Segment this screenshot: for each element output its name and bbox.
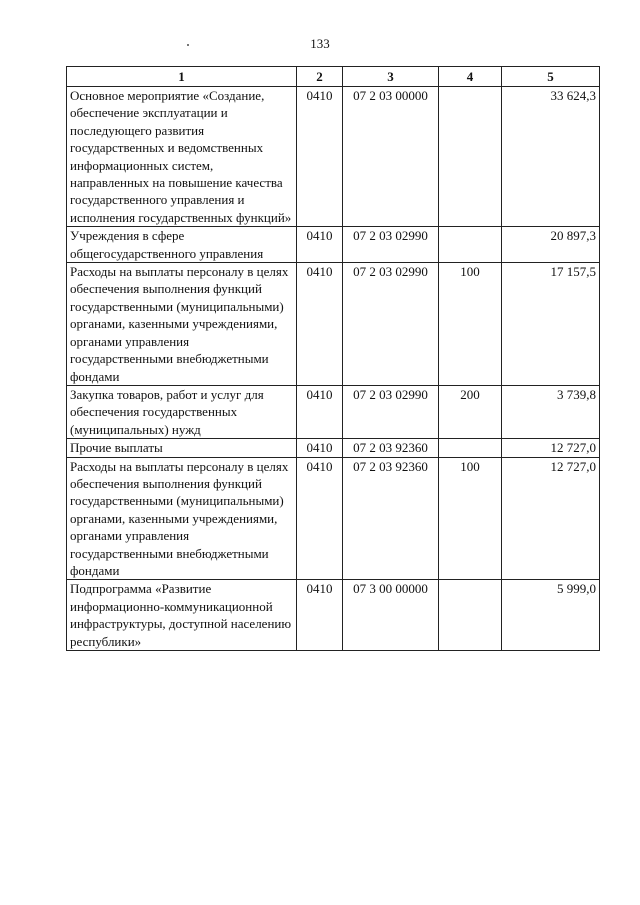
- row-section: 0410: [297, 457, 343, 580]
- row-type: [439, 227, 502, 263]
- row-section: 0410: [297, 263, 343, 386]
- table-row: [67, 263, 600, 386]
- row-type: [439, 87, 502, 227]
- header-row: [67, 67, 600, 87]
- table-row: [67, 385, 600, 438]
- budget-table: [66, 66, 600, 651]
- row-amount: 12 727,0: [502, 457, 600, 580]
- row-section: 0410: [297, 439, 343, 457]
- column-header-name: 1: [67, 67, 297, 87]
- row-code: 07 2 03 02990: [343, 227, 439, 263]
- row-code: 07 2 03 92360: [343, 439, 439, 457]
- row-code: 07 3 00 00000: [343, 580, 439, 651]
- row-code: 07 2 03 02990: [343, 263, 439, 386]
- row-type: 200: [439, 385, 502, 438]
- row-section: 0410: [297, 227, 343, 263]
- row-section: 0410: [297, 580, 343, 651]
- row-type: [439, 580, 502, 651]
- row-code: 07 2 03 92360: [343, 457, 439, 580]
- table-row: [67, 580, 600, 651]
- row-section: 0410: [297, 385, 343, 438]
- row-name: Расходы на выплаты персоналу в целях обеспечения выполнения функций государственными (муниципальными) органами, казенными учреждениями, органами управления государственными внебюджетными фондами: [67, 263, 297, 386]
- column-header-code: 3: [343, 67, 439, 87]
- row-amount: 17 157,5: [502, 263, 600, 386]
- row-code: 07 2 03 00000: [343, 87, 439, 227]
- page-number: 133: [310, 36, 330, 51]
- row-name: Прочие выплаты: [67, 439, 297, 457]
- table-row: [67, 87, 600, 227]
- column-header-amount: 5: [502, 67, 600, 87]
- row-amount: 5 999,0: [502, 580, 600, 651]
- row-code: 07 2 03 02990: [343, 385, 439, 438]
- scan-mark: [187, 44, 189, 46]
- row-name: Расходы на выплаты персоналу в целях обеспечения выполнения функций государственными (муниципальными) органами, казенными учреждениями, органами управления государственными внебюджетными фондами: [67, 457, 297, 580]
- row-amount: 33 624,3: [502, 87, 600, 227]
- table-row: [67, 439, 600, 457]
- row-section: 0410: [297, 87, 343, 227]
- row-amount: 3 739,8: [502, 385, 600, 438]
- row-name: Подпрограмма «Развитие информационно-коммуникационной инфраструктуры, доступной населению республики»: [67, 580, 297, 651]
- row-name: Учреждения в сфере общегосударственного управления: [67, 227, 297, 263]
- row-type: 100: [439, 263, 502, 386]
- row-name: Основное мероприятие «Создание, обеспечение эксплуатации и последующего развития государственных и ведомственных информационных систем, направленных на повышение качества государственного управления и исполнения государственных функций»: [67, 87, 297, 227]
- row-type: [439, 439, 502, 457]
- column-header-type: 4: [439, 67, 502, 87]
- row-name: Закупка товаров, работ и услуг для обеспечения государственных (муниципальных) нужд: [67, 385, 297, 438]
- column-header-section: 2: [297, 67, 343, 87]
- table-row: [67, 227, 600, 263]
- row-type: 100: [439, 457, 502, 580]
- table-row: [67, 457, 600, 580]
- row-amount: 12 727,0: [502, 439, 600, 457]
- row-amount: 20 897,3: [502, 227, 600, 263]
